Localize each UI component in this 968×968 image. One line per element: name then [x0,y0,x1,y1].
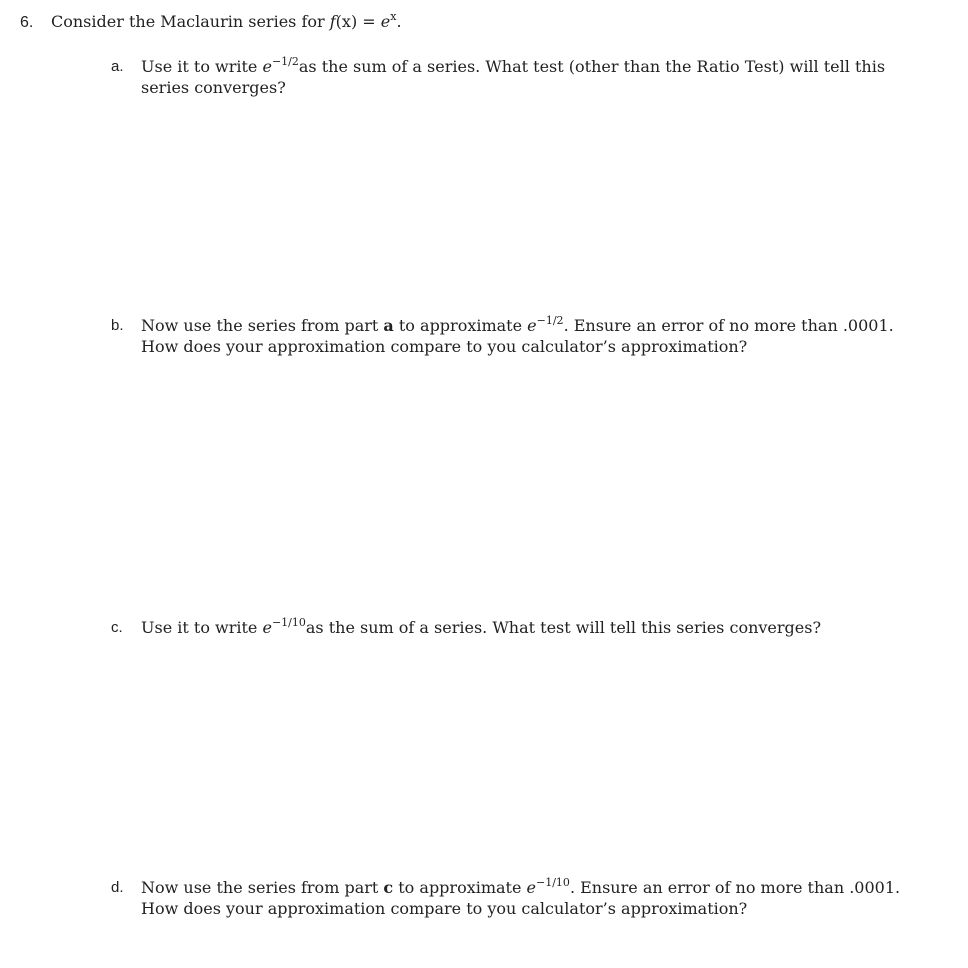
part-a-label: a. [111,58,124,75]
part-b-expression: $e^{-1/2}$ [527,314,564,335]
part-c-text: Use it to write $e^{-1/10}as$ the sum of a series. What test will tell this series converges? [141,616,822,637]
part-c-expression: $e^{-1/10}$ [262,616,306,637]
part-c [111,617,921,638]
question-intro: Consider the Maclaurin series for [51,12,325,31]
part-d [111,877,921,919]
part-b-label: b. [111,317,124,334]
part-b-text: Now use the series from part a to approximate $e^{-1/2}$. Ensure an error of no more than .0001. How does your approximation compare to you calculator’s approximation? [141,314,894,356]
part-c-label: c. [111,619,123,636]
part-d-text: Now use the series from part c to approximate $e^{-1/10}$. Ensure an error of no more than .0001. How does your approximation compare to you calculator’s approximation? [141,876,901,918]
question-number: 6. [20,14,34,31]
part-d-reference: c [383,878,394,897]
function-expression: $f(x) = e^x$ [329,10,397,31]
part-a [111,56,921,98]
part-a-text: Use it to write $e^{-1/2}as$ the sum of a series. What test (other than the Ratio Test) will tell this series converges? [141,55,886,97]
part-d-label: d. [111,879,124,896]
part-b-reference: a [383,316,394,335]
part-a-expression: $e^{-1/2}$ [262,55,299,76]
part-b [111,315,921,357]
part-d-expression: $e^{-1/10}$ [526,876,570,897]
question-6-heading: 6. Consider the Maclaurin series for $f(x) = e^x$. [20,10,402,31]
